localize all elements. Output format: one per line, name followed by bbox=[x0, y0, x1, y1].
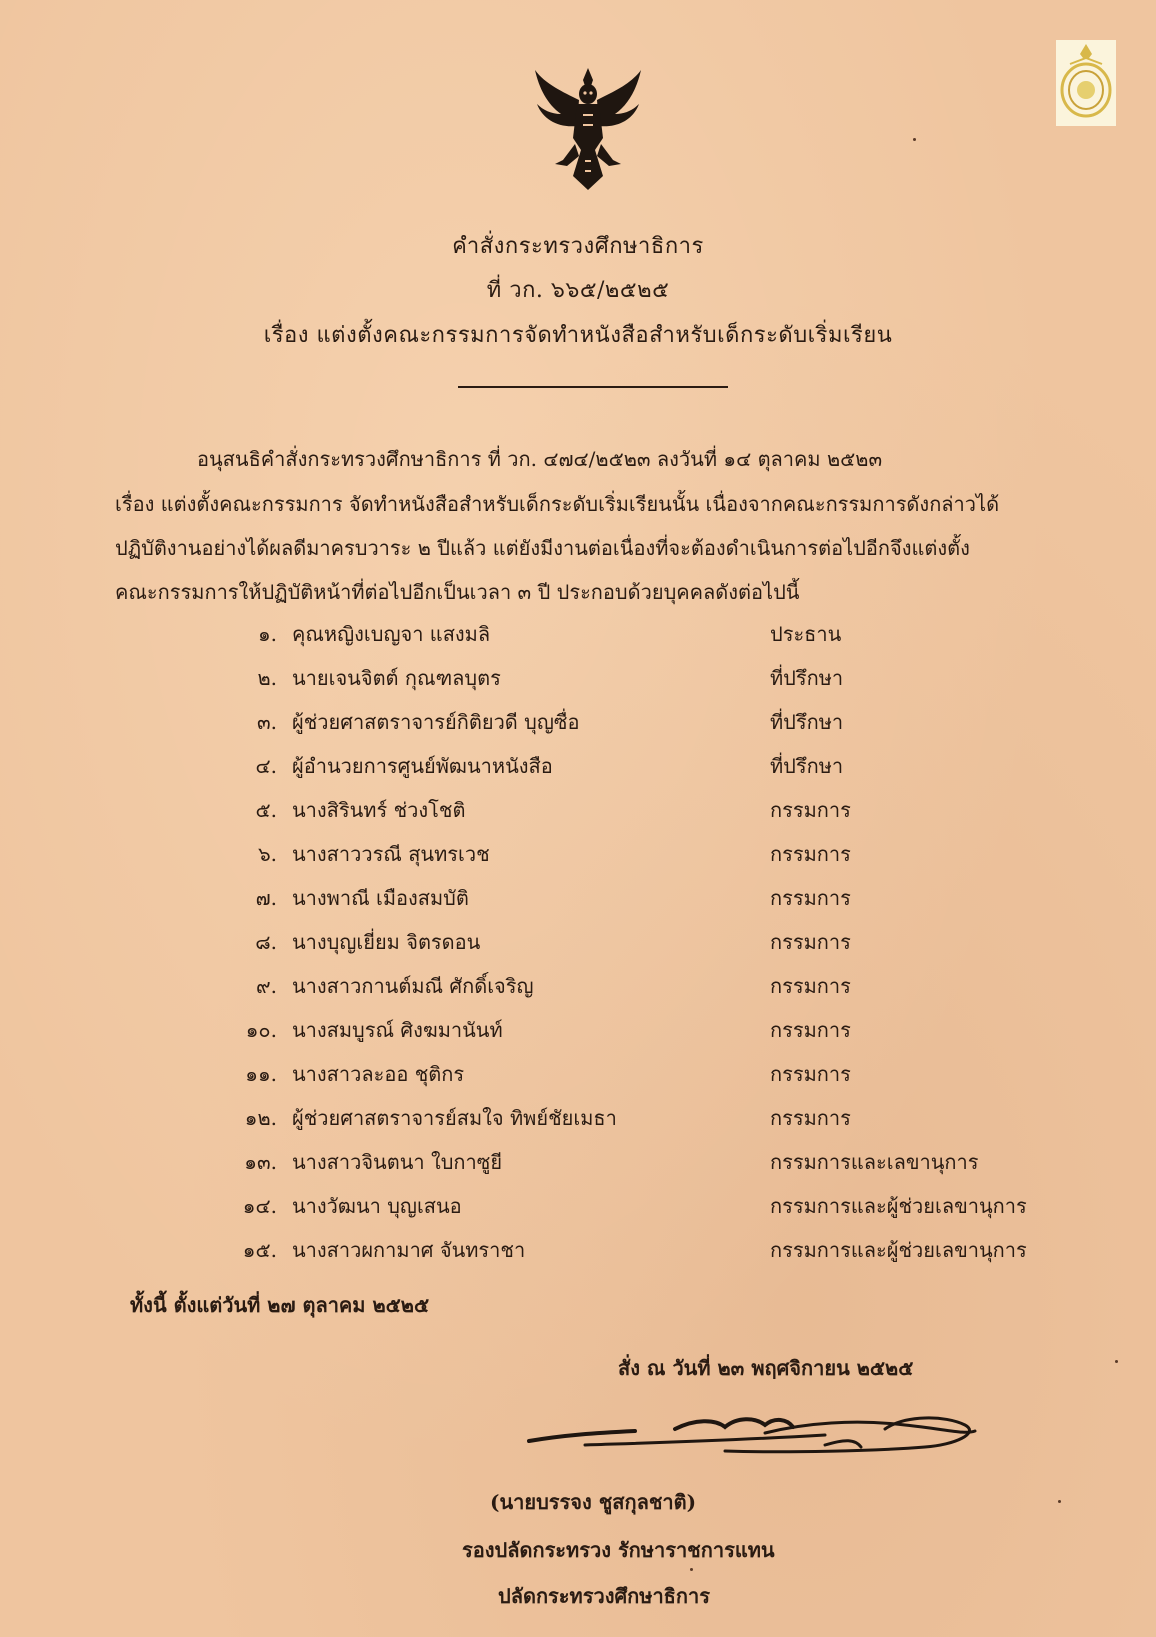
member-role: กรรมการและเลขานุการ bbox=[770, 1150, 979, 1174]
member-name: ผู้ช่วยศาสตราจารย์สมใจ ทิพย์ชัยเมธา bbox=[292, 1106, 617, 1130]
member-number: ๑๒. bbox=[244, 1106, 277, 1130]
member-name: นางสมบูรณ์ ศิงฆมานันท์ bbox=[292, 1018, 503, 1042]
member-number: ๘. bbox=[255, 930, 277, 954]
order-title: คำสั่งกระทรวงศึกษาธิการ bbox=[452, 234, 704, 259]
member-row bbox=[0, 618, 1156, 658]
signer-position-secondary: ปลัดกระทรวงศึกษาธิการ bbox=[498, 1584, 710, 1608]
ministry-seal-icon bbox=[1056, 40, 1116, 126]
member-row bbox=[0, 970, 1156, 1010]
member-number: ๕. bbox=[255, 798, 277, 822]
signature-icon bbox=[525, 1405, 1005, 1465]
member-role: กรรมการ bbox=[770, 798, 851, 822]
member-row bbox=[0, 794, 1156, 834]
body-line-2: เรื่อง แต่งตั้งคณะกรรมการ จัดทำหนังสือสำหรับเด็กระดับเริ่มเรียนนั้น เนื่องจากคณะกรรมการดังกล่าวได้ bbox=[115, 492, 1000, 516]
member-row bbox=[0, 1102, 1156, 1142]
member-number: ๑๓. bbox=[244, 1150, 277, 1174]
effective-date: ทั้งนี้ ตั้งแต่วันที่ ๒๗ ตุลาคม ๒๕๒๕ bbox=[130, 1293, 430, 1317]
member-row bbox=[0, 706, 1156, 746]
signer-name: (นายบรรจง ชูสกุลชาติ) bbox=[490, 1490, 697, 1514]
member-row bbox=[0, 882, 1156, 922]
member-name: นางสาวละออ ชุติกร bbox=[292, 1062, 465, 1086]
body-line-1: อนุสนธิคำสั่งกระทรวงศึกษาธิการ ที่ วก. ๔๗๔/๒๕๒๓ ลงวันที่ ๑๔ ตุลาคม ๒๕๒๓ bbox=[197, 447, 883, 471]
member-row bbox=[0, 1234, 1156, 1274]
member-role: ที่ปรึกษา bbox=[770, 710, 844, 734]
paper-speck bbox=[690, 1568, 693, 1571]
member-number: ๑๔. bbox=[242, 1194, 277, 1218]
order-date: สั่ง ณ วันที่ ๒๓ พฤศจิกายน ๒๕๒๕ bbox=[618, 1356, 914, 1380]
member-name: นางสาวผกามาศ จันทราชา bbox=[292, 1238, 526, 1262]
member-role: ที่ปรึกษา bbox=[770, 666, 844, 690]
title-divider bbox=[458, 386, 728, 388]
signer-position: รองปลัดกระทรวง รักษาราชการแทน bbox=[462, 1538, 775, 1562]
member-number: ๑๕. bbox=[242, 1238, 277, 1262]
member-number: ๑. bbox=[257, 622, 277, 646]
member-name: นางสาวกานต์มณี ศักดิ์เจริญ bbox=[292, 974, 534, 998]
body-line-3: ปฏิบัติงานอย่างได้ผลดีมาครบวาระ ๒ ปีแล้ว แต่ยังมีงานต่อเนื่องที่จะต้องดำเนินการต่อไปอีกจึงแต่งตั้ง bbox=[115, 536, 970, 560]
member-row bbox=[0, 1146, 1156, 1186]
member-role: กรรมการ bbox=[770, 1062, 851, 1086]
order-subject: เรื่อง แต่งตั้งคณะกรรมการจัดทำหนังสือสำหรับเด็กระดับเริ่มเรียน bbox=[263, 323, 893, 348]
paper-speck bbox=[1058, 1500, 1061, 1503]
member-role: กรรมการ bbox=[770, 886, 851, 910]
member-row bbox=[0, 662, 1156, 702]
order-number: ที่ วก. ๖๖๕/๒๕๒๕ bbox=[486, 278, 670, 303]
paper-speck bbox=[913, 138, 916, 141]
member-number: ๗. bbox=[255, 886, 277, 910]
member-role: กรรมการ bbox=[770, 930, 851, 954]
member-name: นางสาววรณี สุนทรเวช bbox=[292, 842, 490, 866]
member-role: กรรมการ bbox=[770, 1106, 851, 1130]
member-name: นางบุญเยี่ยม จิตรดอน bbox=[292, 930, 481, 954]
body-line-4: คณะกรรมการให้ปฏิบัติหน้าที่ต่อไปอีกเป็นเวลา ๓ ปี ประกอบด้วยบุคคลดังต่อไปนี้ bbox=[115, 580, 800, 604]
member-role: กรรมการ bbox=[770, 974, 851, 998]
garuda-emblem-icon bbox=[533, 64, 643, 194]
member-number: ๓. bbox=[256, 710, 277, 734]
member-row bbox=[0, 926, 1156, 966]
paper-speck bbox=[1115, 1360, 1118, 1363]
member-name: นางวัฒนา บุญเสนอ bbox=[292, 1194, 462, 1218]
member-name: นางพาณี เมืองสมบัติ bbox=[292, 886, 469, 910]
member-row bbox=[0, 1058, 1156, 1098]
member-name: นางสาวจินตนา ใบกาซูยี bbox=[292, 1150, 503, 1174]
member-role: กรรมการและผู้ช่วยเลขานุการ bbox=[770, 1238, 1027, 1262]
member-number: ๒. bbox=[257, 666, 277, 690]
member-role: กรรมการและผู้ช่วยเลขานุการ bbox=[770, 1194, 1027, 1218]
member-role: ประธาน bbox=[770, 622, 842, 646]
member-name: นายเจนจิตต์ กุณฑลบุตร bbox=[292, 666, 501, 690]
member-number: ๙. bbox=[255, 974, 277, 998]
member-number: ๑๑. bbox=[245, 1062, 277, 1086]
member-name: คุณหญิงเบญจา แสงมลิ bbox=[292, 622, 491, 646]
member-name: ผู้ช่วยศาสตราจารย์กิติยวดี บุญซื่อ bbox=[292, 710, 580, 734]
member-name: นางสิรินทร์ ช่วงโชติ bbox=[292, 798, 466, 822]
member-row bbox=[0, 1014, 1156, 1054]
member-name: ผู้อำนวยการศูนย์พัฒนาหนังสือ bbox=[292, 754, 553, 778]
member-number: ๔. bbox=[255, 754, 277, 778]
member-role: ที่ปรึกษา bbox=[770, 754, 844, 778]
member-number: ๑๐. bbox=[245, 1018, 277, 1042]
member-role: กรรมการ bbox=[770, 1018, 851, 1042]
member-role: กรรมการ bbox=[770, 842, 851, 866]
member-row bbox=[0, 838, 1156, 878]
member-row bbox=[0, 750, 1156, 790]
member-row bbox=[0, 1190, 1156, 1230]
member-number: ๖. bbox=[257, 842, 277, 866]
